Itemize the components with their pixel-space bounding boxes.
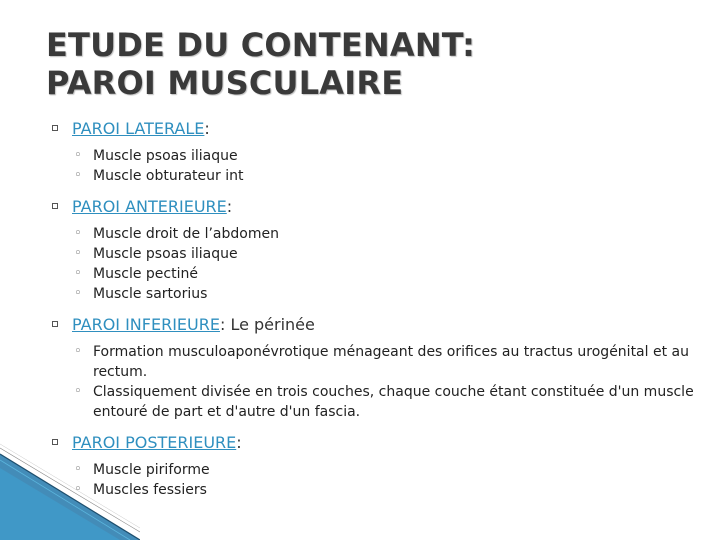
section-label: PAROI LATERALE bbox=[72, 119, 205, 138]
section-anterior-list bbox=[56, 224, 696, 304]
circle-bullet-icon: ◦ bbox=[74, 246, 82, 261]
circle-bullet-icon: ◦ bbox=[74, 286, 82, 301]
circle-bullet-icon: ◦ bbox=[74, 148, 82, 163]
list-item bbox=[74, 146, 696, 166]
circle-bullet-icon: ◦ bbox=[74, 344, 82, 359]
list-item-text: Muscles fessiers bbox=[93, 482, 207, 498]
list-item bbox=[74, 284, 696, 304]
list-item bbox=[74, 264, 696, 284]
square-bullet-icon bbox=[52, 321, 58, 327]
list-item-text: Muscle piriforme bbox=[93, 462, 210, 478]
circle-bullet-icon: ◦ bbox=[74, 482, 82, 497]
section-label: PAROI POSTERIEURE bbox=[72, 433, 237, 452]
slide-content bbox=[56, 118, 696, 500]
list-item bbox=[74, 166, 696, 186]
section-lateral-heading bbox=[56, 118, 696, 140]
section-lateral-list bbox=[56, 146, 696, 186]
corner-decoration bbox=[0, 440, 140, 540]
list-item bbox=[74, 244, 696, 264]
slide-title-line-2: PAROI MUSCULAIRE bbox=[46, 64, 404, 102]
list-item-text: Muscle sartorius bbox=[93, 286, 208, 302]
square-bullet-icon bbox=[52, 203, 58, 209]
list-item bbox=[74, 382, 696, 422]
slide-title-line-1: ETUDE DU CONTENANT: bbox=[46, 26, 476, 64]
list-item-text: Muscle psoas iliaque bbox=[93, 246, 238, 262]
list-item bbox=[74, 224, 696, 244]
section-suffix: : bbox=[204, 119, 210, 138]
list-item bbox=[74, 480, 696, 500]
section-label: PAROI INFERIEURE bbox=[72, 315, 220, 334]
section-posterior-heading bbox=[56, 432, 696, 454]
section-suffix: : bbox=[236, 433, 242, 452]
list-item-text: Muscle pectiné bbox=[93, 266, 198, 282]
section-inferior-heading bbox=[56, 314, 696, 336]
section-suffix: : Le périnée bbox=[219, 315, 315, 334]
section-suffix: : bbox=[226, 197, 233, 216]
circle-bullet-icon: ◦ bbox=[74, 266, 82, 281]
section-label: PAROI ANTERIEURE bbox=[72, 197, 227, 216]
list-item bbox=[74, 342, 696, 382]
circle-bullet-icon: ◦ bbox=[74, 462, 82, 477]
slide-title bbox=[46, 26, 475, 102]
section-posterior-list bbox=[56, 460, 696, 500]
section-inferior-list bbox=[56, 342, 696, 422]
list-item-text: Muscle droit de l’abdomen bbox=[93, 226, 279, 242]
circle-bullet-icon: ◦ bbox=[74, 384, 82, 399]
circle-bullet-icon: ◦ bbox=[74, 226, 82, 241]
list-item bbox=[74, 460, 696, 480]
list-item-text: Classiquement divisée en trois couches, chaque couche étant constituée d'un muscle entouré de part et d'autre d'un fascia. bbox=[93, 384, 694, 420]
list-item-text: Muscle psoas iliaque bbox=[93, 148, 238, 164]
section-anterior-heading bbox=[56, 196, 696, 218]
list-item-text: Formation musculoaponévrotique ménageant des orifices au tractus urogénital et au rectum. bbox=[93, 344, 689, 380]
square-bullet-icon bbox=[52, 125, 58, 131]
list-item-text: Muscle obturateur int bbox=[93, 168, 244, 184]
circle-bullet-icon: ◦ bbox=[74, 168, 82, 183]
